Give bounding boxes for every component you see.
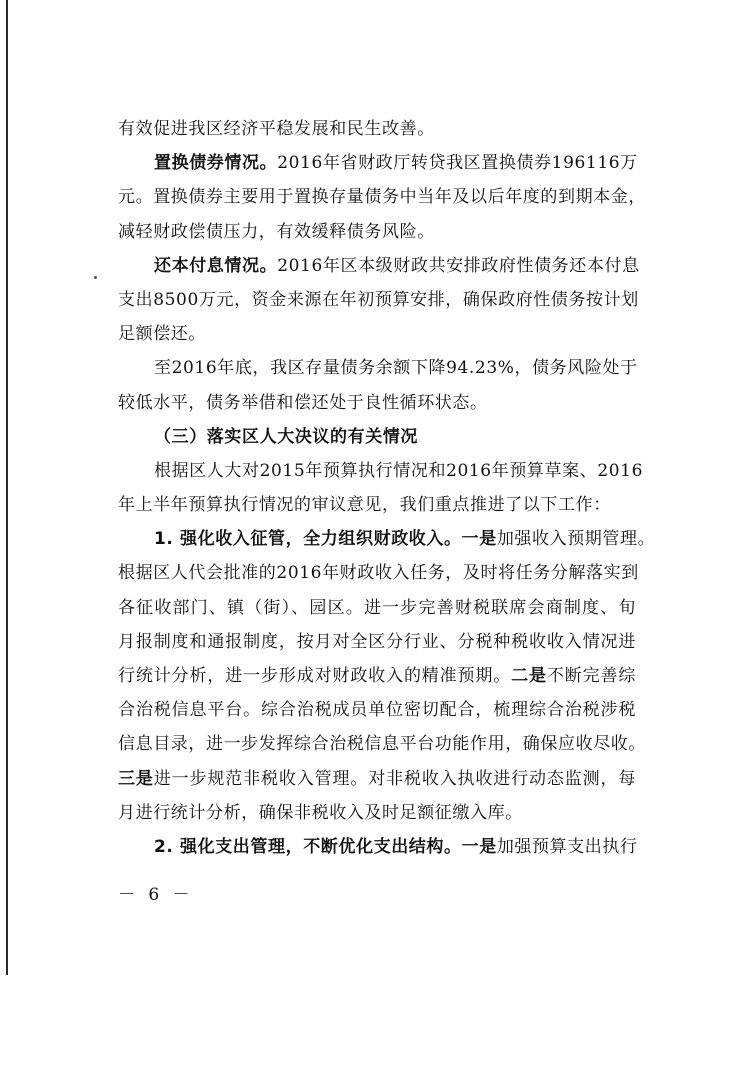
paragraph-line: [118, 522, 656, 556]
paragraph-line: [118, 454, 643, 488]
text-span: 不断完善综: [546, 666, 637, 686]
bold-inline: 二是: [511, 666, 547, 686]
text-span: 月进行统计分析，确保非税收入及时足额征缴入库。: [118, 802, 523, 823]
scan-border-line: [6, 0, 8, 975]
section-heading: （三）落实区人大决议的有关情况: [154, 426, 418, 447]
paragraph-line: [118, 830, 636, 864]
text-span: 根据区人代会批准的2016年财政收入任务，及时将任务分解落实到: [118, 563, 639, 584]
paragraph-line: [118, 591, 636, 625]
bold-lead: 2. 强化支出管理，不断优化支出结构。: [154, 836, 462, 857]
paragraph-line: [118, 488, 636, 522]
paragraph-line: [118, 249, 640, 283]
text-span: 合治税信息平台。综合治税成员单位密切配合，梳理综合治税涉税: [118, 700, 636, 721]
text-span: 有效促进我区经济平稳发展和民生改善。: [118, 119, 435, 139]
bold-lead: 1. 强化收入征管，全力组织财政收入。: [154, 529, 462, 550]
paragraph-line: [118, 215, 636, 249]
paragraph-line: [118, 180, 646, 214]
text-span: 较低水平，债务举借和偿还处于良性循环状态。: [118, 392, 488, 413]
paragraph-line: [118, 625, 636, 659]
text-span: 元。置换债券主要用于置换存量债务中当年及以后年度的到期本金，: [118, 187, 646, 208]
text-span: 行统计分析，进一步形成对财政收入的精准预期。: [118, 666, 512, 686]
paragraph-line: [118, 386, 636, 420]
text-span: 各征收部门、镇（街）、园区。进一步完善财税联席会商制度、旬: [118, 597, 636, 618]
paragraph-line: [118, 796, 636, 830]
text-span: 月报制度和通报制度，按月对全区分行业、分税种税收收入情况进: [118, 631, 636, 652]
bold-inline: 三是: [118, 768, 154, 789]
paragraph-line: [118, 762, 636, 796]
paragraph-line: [118, 727, 646, 761]
bold-lead: 置换债券情况。: [154, 153, 278, 174]
paragraph-line: [118, 283, 639, 317]
text-span: 信息目录，进一步发挥综合治税信息平台功能作用，确保应收尽收。: [118, 734, 646, 755]
bold-lead: 一是: [461, 529, 497, 550]
text-span: 至2016年底，我区存量债务余额下降94.23%，债务风险处于: [154, 358, 638, 379]
text-span: 减轻财政偿债压力，有效缓释债务风险。: [118, 221, 435, 242]
page-number: － 6 －: [118, 885, 194, 905]
text-span: 加强收入预期管理。: [496, 529, 656, 550]
paragraph-line: [118, 351, 636, 385]
text-span: 年上半年预算执行情况的审议意见，我们重点推进了以下工作：: [118, 495, 611, 516]
paragraph-line: [118, 659, 636, 693]
text-span: 2016年省财政厅转贷我区置换债券196116万: [277, 153, 638, 174]
document-body: [118, 112, 656, 864]
text-span: 根据区人大对2015年预算执行情况和2016年预算草案、2016: [154, 460, 643, 481]
text-span: 加强预算支出执行: [496, 836, 638, 857]
text-span: 足额偿还。: [118, 324, 206, 345]
bold-lead: 还本付息情况。: [154, 255, 278, 276]
paragraph-line: [118, 556, 639, 590]
paragraph-line: [118, 317, 636, 351]
paragraph-line: [118, 112, 636, 146]
bold-lead: 一是: [461, 836, 497, 857]
scan-speck: [94, 276, 97, 279]
text-span: 支出8500万元，资金来源在年初预算安排，确保政府性债务按计划: [118, 289, 639, 310]
text-span: 2016年区本级财政共安排政府性债务还本付息: [277, 255, 640, 276]
text-span: 进一步规范非税收入管理。对非税收入执收进行动态监测，每: [153, 768, 636, 789]
paragraph-line: [118, 693, 636, 727]
paragraph-line: [118, 146, 636, 180]
